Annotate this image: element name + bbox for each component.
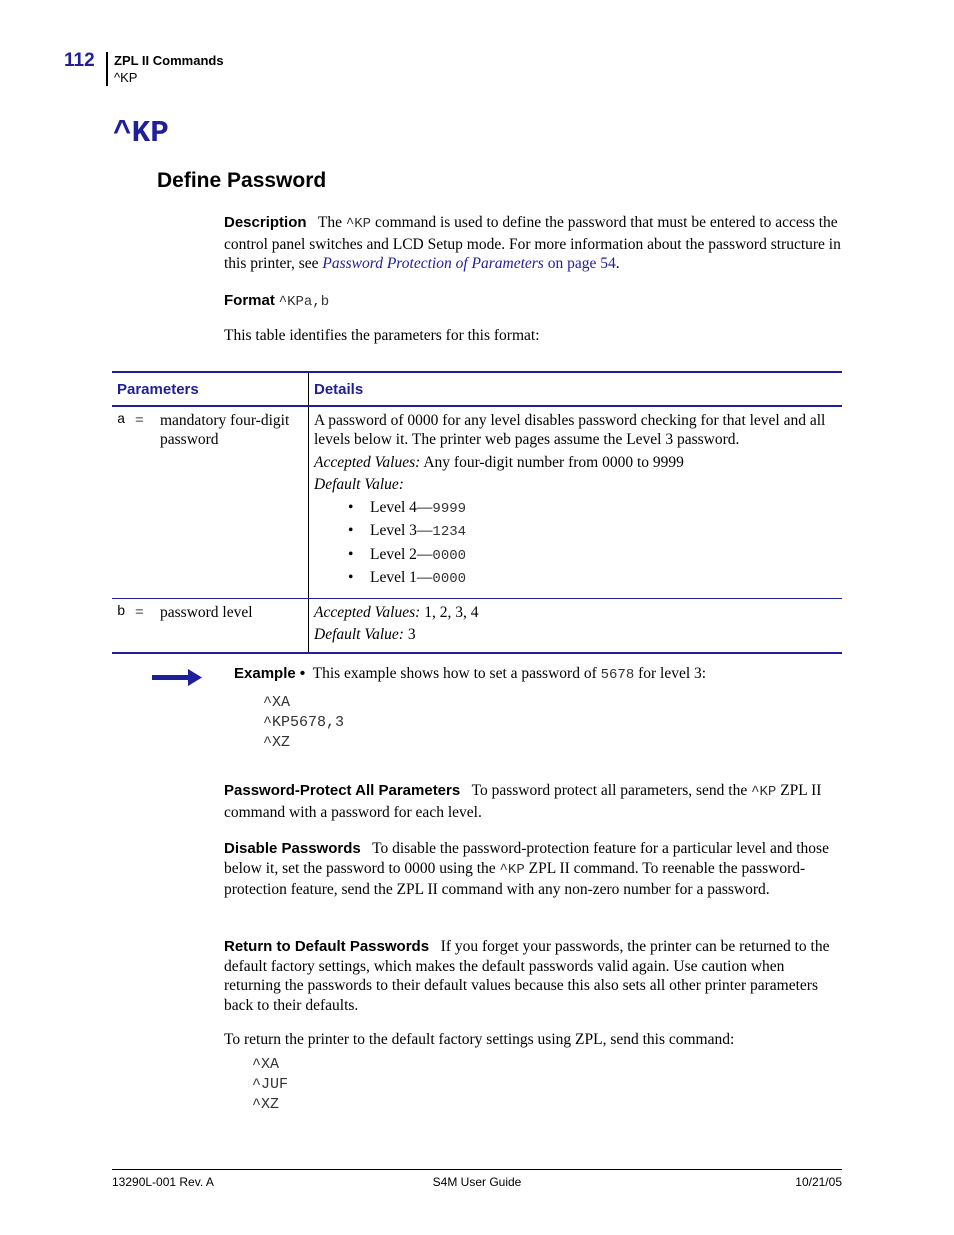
code-line: ^KP5678,3 xyxy=(263,714,345,731)
header-details: Details xyxy=(309,372,843,406)
command-title: ^KP xyxy=(113,116,169,151)
footer-doc-number: 13290L-001 Rev. A xyxy=(112,1175,214,1189)
accepted-label: Accepted Values: xyxy=(314,453,421,471)
list-item xyxy=(348,567,837,591)
description-text-2: command is used to define the password that must be entered to access the control panel switches and LCD Setup mode. For more information about the password structure in this printer, see xyxy=(224,214,841,272)
protect-all-text: To password protect all parameters, send the xyxy=(471,782,752,799)
example-text-2: for level 3: xyxy=(634,665,707,682)
return-default-label: Return to Default Passwords xyxy=(224,938,430,955)
default-levels-list xyxy=(314,497,837,591)
protect-all-text-2: ZPL II command with a password for each level. xyxy=(224,782,822,821)
factory-intro: To return the printer to the default factory settings using ZPL, send this command: xyxy=(224,1031,735,1048)
description-text: The xyxy=(317,214,346,231)
code-line: ^XA xyxy=(252,1056,280,1073)
details-cell-a xyxy=(309,406,843,599)
description-label: Description xyxy=(224,214,307,231)
table-header-row xyxy=(112,372,842,406)
footer-date: 10/21/05 xyxy=(795,1175,842,1189)
arrow-right-icon xyxy=(152,669,204,687)
protect-all-label: Password-Protect All Parameters xyxy=(224,782,461,799)
level-value: 0000 xyxy=(432,571,467,587)
disable-code: ^KP xyxy=(499,861,525,878)
detail-text: A password of 0000 for any level disables password checking for that level and all levels below it. The printer web pages assume the Level 3 password. xyxy=(314,411,826,448)
accepted-value: 1, 2, 3, 4 xyxy=(420,603,479,621)
disable-paragraph xyxy=(224,839,841,900)
level-value: 0000 xyxy=(432,547,467,564)
table-row xyxy=(112,598,842,653)
description-code: ^KP xyxy=(345,216,372,232)
protect-all-paragraph xyxy=(224,781,841,822)
example-line xyxy=(234,665,706,683)
code-line: ^JUF xyxy=(252,1076,289,1093)
description-paragraph xyxy=(224,213,841,274)
example-code: 5678 xyxy=(600,667,635,683)
code-line: ^XA xyxy=(263,694,291,711)
accepted-values xyxy=(314,603,837,623)
header-divider xyxy=(106,52,108,86)
link-title[interactable]: Password Protection of Parameters xyxy=(322,255,544,272)
return-default-paragraph xyxy=(224,937,841,1015)
param-cell-a xyxy=(112,406,309,599)
description-end: . xyxy=(615,255,620,272)
format-label: Format xyxy=(224,292,275,309)
accepted-label: Accepted Values: xyxy=(314,603,421,621)
level-label: Level 2— xyxy=(370,545,433,563)
accepted-value: Any four-digit number from 0000 to 9999 xyxy=(420,453,684,471)
default-value xyxy=(314,625,837,645)
default-label: Default Value: xyxy=(314,626,404,643)
footer-divider xyxy=(112,1169,842,1170)
command-subtitle: Define Password xyxy=(157,169,327,192)
list-item xyxy=(348,544,837,568)
level-value: 9999 xyxy=(432,500,467,517)
param-description: mandatory four-digit password xyxy=(160,411,290,448)
example-code-block xyxy=(263,693,344,753)
param-letter: a xyxy=(117,411,126,428)
header-section: ZPL II Commands xyxy=(114,53,224,68)
factory-code-block xyxy=(252,1055,288,1115)
protect-all-code: ^KP xyxy=(751,784,777,800)
table-intro: This table identifies the parameters for this format: xyxy=(224,327,540,344)
link-page[interactable]: on page 54 xyxy=(543,255,616,272)
disable-text-2: ZPL II command. To reenable the password-protection feature, send the ZPL II command with any non-zero number for a password. xyxy=(224,859,806,898)
param-cell-b xyxy=(112,598,309,653)
return-default-text: If you forget your passwords, the printer can be returned to the default factory settings, which makes the default passwords valid again. Use caution when returning the passwords to their default values because this also sets all other printer parameters back to their defaults. xyxy=(224,938,830,1014)
format-line xyxy=(224,291,841,313)
level-value: 1234 xyxy=(432,524,467,540)
param-letter: b xyxy=(117,603,126,620)
parameter-table xyxy=(112,371,842,654)
header-parameters: Parameters xyxy=(112,372,309,406)
details-cell-b xyxy=(309,598,843,653)
accepted-values xyxy=(314,453,837,473)
list-item xyxy=(348,497,837,521)
disable-text: To disable the password-protection feature for a particular level and those below it, set the password to 0000 using the xyxy=(224,840,829,877)
footer-guide-title: S4M User Guide xyxy=(432,1175,522,1189)
param-equals: = xyxy=(135,603,144,621)
disable-label: Disable Passwords xyxy=(224,840,361,857)
level-label: Level 1— xyxy=(370,569,433,586)
default-value xyxy=(314,475,837,495)
example-label: Example • xyxy=(234,665,306,682)
example-text: This example shows how to set a password of xyxy=(312,665,601,682)
table-row xyxy=(112,406,842,599)
header-command: ^KP xyxy=(114,70,138,85)
default-number: 3 xyxy=(403,626,416,643)
default-label: Default Value: xyxy=(314,476,404,493)
description-link[interactable] xyxy=(322,255,615,272)
list-item xyxy=(348,520,837,544)
level-label: Level 3— xyxy=(370,522,433,539)
level-label: Level 4— xyxy=(370,498,433,516)
format-value: ^KPa,b xyxy=(278,294,330,310)
param-description: password level xyxy=(160,603,253,621)
param-equals: = xyxy=(135,411,144,429)
code-line: ^XZ xyxy=(263,734,291,751)
code-line: ^XZ xyxy=(252,1096,280,1113)
page-number: 112 xyxy=(64,50,95,71)
